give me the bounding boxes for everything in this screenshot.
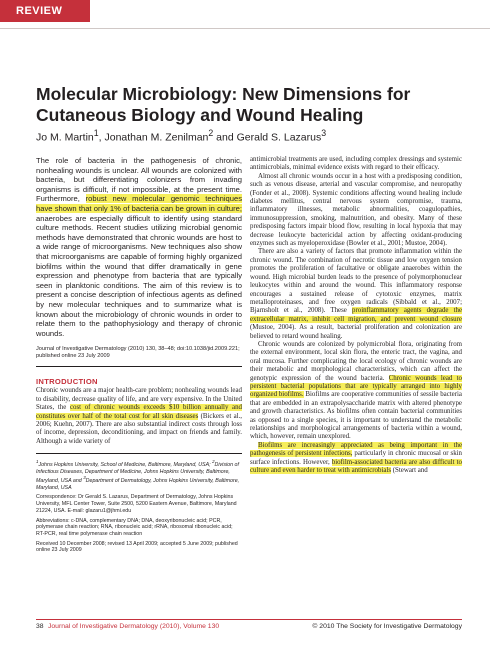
author: Jonathan M. Zenilman: [104, 131, 209, 144]
received-dates: Received 10 December 2008; revised 13 April 2009; accepted 5 June 2009; published online 23 July 2009: [36, 540, 238, 554]
abstract-text: anaerobes are especially difficult to identify using standard culture methods. Recent studies utilizing microbial genomic methods have demonstrated that chronic wounds are host to a wide range of microorganisms. New techniques also show that microorganisms are capable of forming highly organized biofilms within the wound that differ dramatically in gene expression and phenotype from bacteria that are typically seen in planktonic conditions. The aim of this review is to present a concise description of infectious agents as defined by new molecular techniques and to summarize what is known about the microbiology of chronic wounds in order to relate them to the pathophysiology and therapy of chronic wounds.: [36, 213, 242, 338]
journal-reference: Journal of Investigative Dermatology (2010) 130, 38–48; doi:10.1038/jid.2009.221; published online 23 July 2009: [36, 346, 242, 367]
article-title: Molecular Microbiology: New Dimensions for Cutaneous Biology and Wound Healing: [36, 84, 411, 125]
author-affiliation-marker: 3: [321, 128, 327, 138]
body-text: particularly in chronic mucosal or skin surface infections. However,: [250, 450, 462, 466]
body-paragraph: [250, 156, 462, 173]
article-notes: [36, 453, 242, 554]
highlighted-text: robust new molecular genomic techniques have shown that only 1% of bacteria can be grown in culture;: [36, 194, 243, 213]
left-column: [36, 156, 242, 554]
abstract-text: The role of bacteria in the pathogenesis of chronic, nonhealing wounds is unclear. All wounds are colonized with bacteria, but differentiating colonizers from invading organisms is difficult, if not impossible, at the present time. Furthermore,: [36, 156, 242, 204]
section-tab: REVIEW: [0, 0, 90, 22]
highlighted-text: cost of chronic wounds exceeds $10 billion annually and constitutes over half of the total cost for all skin diseases: [36, 404, 242, 420]
highlighted-text: Chronic wounds lead to persistent bacterial populations that are typically arranged into highly organized biofilms.: [250, 374, 462, 399]
body-paragraph: [250, 442, 462, 476]
body-text: (Bickers et al., 2006; Kuehn, 2007). There are also substantial indirect costs through loss of income, depression, deconditioning, and impact on friends and family. Although a wide variety of: [36, 412, 242, 445]
body-text: Chronic wounds are a major health-care problem; nonhealing wounds lead to disability, decrease quality of life, and are very expensive. In the United States, the: [36, 387, 242, 412]
body-text: Almost all chronic wounds occur in a host with a predisposing condition, such as venous disease, arterial and vascular compromise, and neuropathy (Fonder et al., 2008). Systemic conditions affecting wound healing include diabetes mellitus, central nervous system compromise, trauma, inflammatory illnesses, metabolic abnormalities, coagulopathies, immunosuppression, smoking, malnutrition, and obesity. Many of these predisposing factors impair blood flow, resulting in local hypoxia that may decrease leukocyte bactericidal action by affecting oxidant-producing enzymes such as myeloperoxidase (Bowler et al., 2001; Mustoe, 2004).: [250, 172, 462, 248]
body-paragraph: [250, 341, 462, 442]
correspondence: Correspondence: Dr Gerald S. Lazarus, Department of Dermatology, Johns Hopkins University, MFL Center Tower, Suite 2500, 5200 Eastern Avenue, Baltimore, Maryland 21224, USA. E-mail: glazaru1@jhmi.edu: [36, 494, 237, 514]
body-text: (Mustoe, 2004). As a result, bacterial proliferation and colonization are believed to retard wound healing.: [250, 324, 462, 340]
author: Jo M. Martin: [36, 131, 94, 144]
journal-name: Journal of Investigative Dermatology (2010), Volume 130: [48, 623, 220, 630]
author: Gerald S. Lazarus: [236, 131, 322, 144]
highlighted-text: biofilm-associated bacteria are also difficult to culture and even harder to treat with antimicrobials: [250, 458, 462, 475]
highlighted-text: Biofilms are increasingly appreciated as being important in the pathogenesis of persistent infections,: [250, 441, 462, 458]
body-paragraph: [250, 173, 462, 249]
body-text: Biofilms are cooperative communities of sessile bacteria that are embedded in an extrapolysaccharide matrix with altered phenotype and growth characteristics. As biofilms often contain bacterial communities as opposed to a single species, it is important to understand the metabolic relationships and morphological arrangements of bacteria within a wound, which, however, remain unexplored.: [250, 391, 462, 441]
copyright: © 2010 The Society for Investigative Dermatology: [312, 623, 462, 630]
affiliations: $^1$Johns Hopkins University, School of Medicine, Baltimore, Maryland, USA; $^2$Division of Infectious Diseases, Department of Medicine, Johns Hopkins University, Baltimore, Maryland, USA and $^3$Department of Dermatology, Johns Hopkins University, Baltimore, Maryland, USA: [36, 459, 240, 491]
page-footer: [0, 619, 490, 635]
body-text: (Stewart and: [391, 467, 428, 475]
author-affiliation-marker: 1: [93, 128, 99, 138]
intro-paragraph: [36, 387, 242, 446]
body-text: antimicrobial treatments are used, including complex dressings and systemic antimicrobials, minimal evidence exists with regard to their efficacy.: [250, 156, 462, 172]
author-list: Jo M. Martin$^1$, Jonathan M. Zenilman$^2$ and Gerald S. Lazarus$^3$: [36, 128, 327, 144]
highlighted-text: proinflammatory agents degrade the extracellular matrix, inhibit cell migration, and prevent wound closure: [250, 307, 463, 323]
footer-rule: [36, 619, 462, 620]
author-affiliation-marker: 2: [208, 128, 214, 138]
body-paragraph: [250, 248, 462, 340]
abbreviations: Abbreviations: c-DNA, complementary DNA; DNA, deoxyribonucleic acid; PCR, polymerase chain reaction; RNA, ribonucleic acid; rRNA, ribosomal ribonucleic acid; RT-PCR, real time polymerase chain reaction: [36, 517, 233, 537]
section-heading: INTRODUCTION: [36, 377, 98, 387]
body-text: There are also a variety of factors that promote inflammation within the chronic wound. The combination of necrotic tissue and low oxygen tension promotes the proliferation of facultative or obligate anaerobes within the wound. High microbial burden leads to the presence of polymorphonuclear leukocytes within and around the wound. This inflammatory response encourages a sustained release of cytotoxic enzymes, matrix metalloproteinases, and free oxygen radicals (Sibbald et al., 2007; Bjarnsholt et al., 2008). These: [250, 248, 462, 315]
abstract: [36, 156, 242, 338]
right-column: [250, 156, 462, 475]
page-number: 38: [36, 623, 44, 630]
page-header: [0, 0, 490, 29]
body-text: Chronic wounds are colonized by polymicrobial flora, originating from the external environment, local skin flora, the enteric tract, the vagina, and oral mucosa. Further complicating the local ecology of chronic wounds are their metabolic and morphological characteristics, which can affect the genotypic expression of the wound bacteria.: [250, 340, 462, 382]
